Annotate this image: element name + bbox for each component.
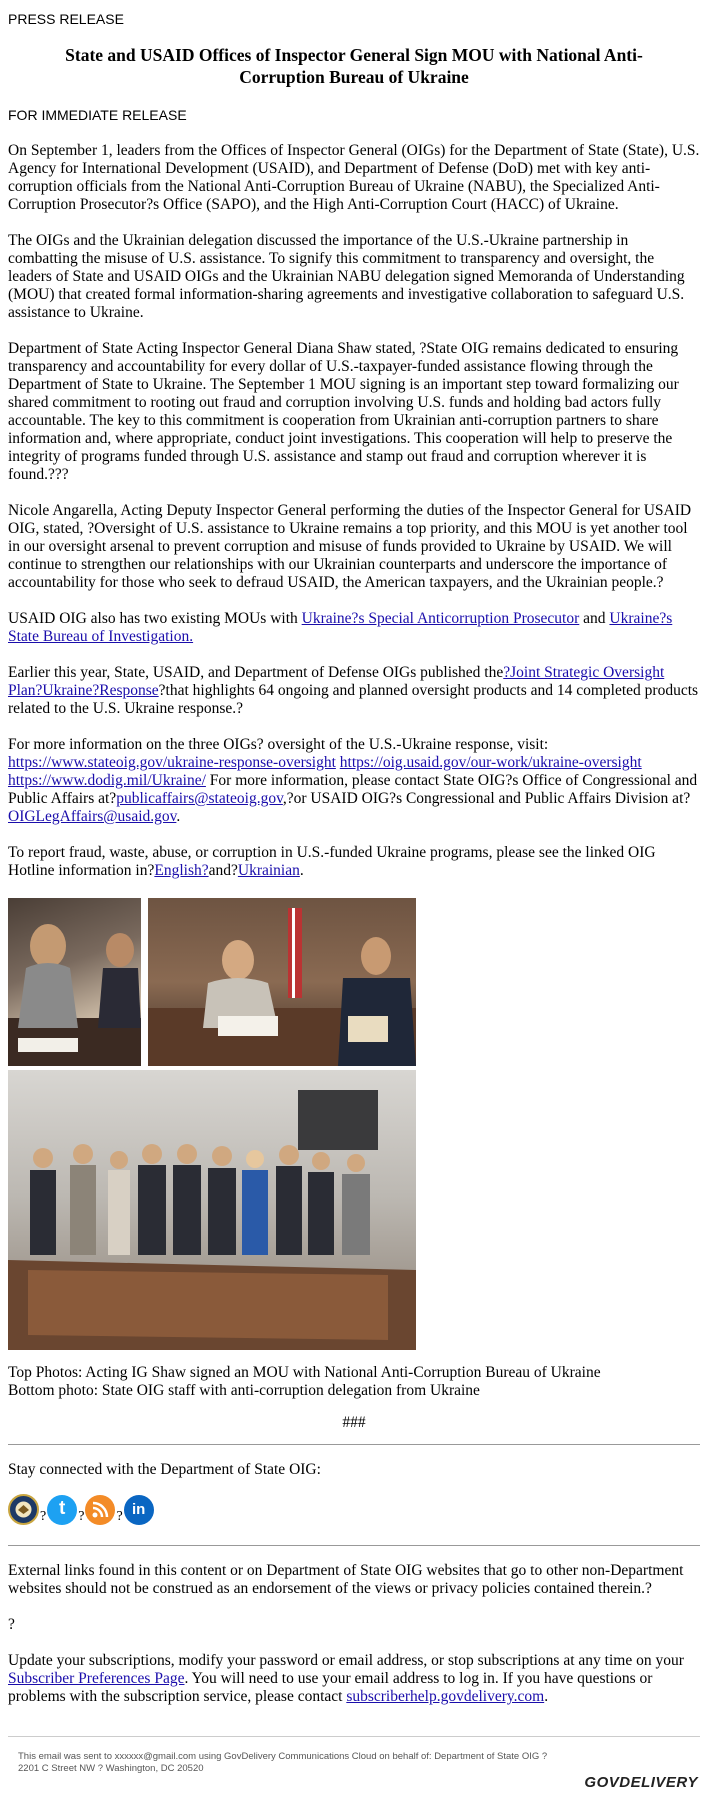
caption-bottom: Bottom photo: State OIG staff with anti-corruption delegation from Ukraine (8, 1382, 480, 1399)
photo-top-right-art (148, 898, 416, 1066)
caption-top: Top Photos: Acting IG Shaw signed an MOU with National Anti-Corruption Bureau of Ukraine (8, 1364, 601, 1381)
existing-mous-and: and (579, 610, 610, 627)
lone-mark: ? (8, 1616, 15, 1633)
publicaffairs-email-link[interactable]: publicaffairs@stateoig.gov (116, 790, 283, 807)
usaid-ukraine-link[interactable]: https://oig.usaid.gov/our-work/ukraine-oversight (339, 754, 642, 771)
end-mark: ### (342, 1414, 366, 1431)
photo-collage (8, 898, 416, 1350)
social-separator: ? (78, 1509, 85, 1524)
hotline-period: . (299, 862, 304, 879)
oversight-plan-text-after: ?that highlights 64 ongoing and planned oversight products and 14 completed products related to the U.S. Ukraine response.? (8, 682, 699, 717)
sap-link[interactable]: Ukraine?s Special Anticorruption Prosecutor (301, 610, 580, 627)
subscriber-help-link[interactable]: subscriberhelp.govdelivery.com (346, 1688, 545, 1705)
photo-top-left-art (8, 898, 141, 1066)
photo-bottom-group (8, 1070, 416, 1350)
stateoig-ukraine-link[interactable]: https://www.stateoig.gov/ukraine-response-oversight (8, 754, 336, 771)
headline: State and USAID Offices of Inspector General Sign MOU with National Anti-Corruption Bureau of Ukraine (65, 45, 643, 87)
footer (8, 1751, 700, 1791)
state-seal-art (10, 1496, 37, 1523)
subscription-text-mid: . You will need to use your email address to log in. If you have questions or problems with the subscription service, please contact (8, 1670, 653, 1705)
more-info-usaid-text: ,?or USAID OIG?s Congressional and Public Affairs Division at? (282, 790, 691, 807)
social-separator: ? (116, 1509, 123, 1524)
subscription-paragraph (8, 1652, 700, 1706)
hotline-and: and? (208, 862, 238, 879)
twitter-icon[interactable] (47, 1495, 77, 1525)
social-links (8, 1491, 700, 1525)
release-note: FOR IMMEDIATE RELEASE (8, 107, 187, 123)
hotline-text: To report fraud, waste, abuse, or corruption in U.S.-funded Ukraine programs, please see the linked OIG Hotline information in? (8, 844, 656, 879)
twitter-glyph: t (59, 1498, 66, 1519)
dodig-ukraine-link[interactable]: https://www.dodig.mil/Ukraine/ (8, 772, 206, 789)
linkedin-icon[interactable] (124, 1495, 154, 1525)
paragraph-more-info (8, 736, 700, 826)
oversight-plan-text: Earlier this year, State, USAID, and Department of Defense OIGs published the (8, 664, 504, 681)
sbi-link[interactable]: Ukraine?s State Bureau of Investigation. (8, 610, 673, 645)
social-heading: Stay connected with the Department of State OIG: (8, 1461, 321, 1478)
existing-mous-text: USAID OIG also has two existing MOUs with (8, 610, 302, 627)
govdelivery-logo[interactable]: GOVDELIVERY (584, 1774, 698, 1791)
paragraph-angarella-quote: Nicole Angarella, Acting Deputy Inspector General performing the duties of the Inspector General for USAID OIG, stated, ?Oversight of U.S. assistance to Ukraine remains a top priority, and this MOU is yet another tool in our oversight arsenal to prevent corruption and misuse of funds provided to Ukraine by USAID. We will continue to strengthen our relationships with our Ukrainian counterparts and underscore the importance of accountability for those who seek to defraud USAID, the American taxpayers, and the Ukrainian people.? (8, 502, 692, 591)
paragraph-partnership: The OIGs and the Ukrainian delegation discussed the importance of the U.S.-Ukraine partnership in combatting the misuse of U.S. assistance. To signify this commitment to transparency and oversight, the leaders of State and USAID OIGs and the Ukrainian NABU delegation signed Memoranda of Understanding (MOU) that created formal information-sharing agreements and investigative collaboration to safeguard U.S. assistance to Ukraine. (8, 232, 685, 321)
more-info-text: For more information on the three OIGs? oversight of the U.S.-Ukraine response, visit: (8, 736, 549, 753)
state-seal-icon[interactable] (8, 1494, 39, 1525)
photo-bottom-group-art (8, 1070, 416, 1350)
footer-sent-to: This email was sent to xxxxxx@gmail.com using GovDelivery Communications Cloud on behalf of: Department of State OIG ? (18, 1751, 548, 1762)
hotline-english-link[interactable]: English? (154, 862, 209, 879)
oiglegaffairs-email-link[interactable]: OIGLegAffairs@usaid.gov (8, 808, 177, 825)
paragraph-existing-mous (8, 610, 700, 646)
rss-art (85, 1495, 115, 1525)
oversight-plan-link[interactable]: ?Joint Strategic Oversight Plan?Ukraine?Response (8, 664, 665, 699)
photo-top-right (148, 898, 416, 1066)
hotline-ukrainian-link[interactable]: Ukrainian (237, 862, 300, 879)
footer-address: 2201 C Street NW ? Washington, DC 20520 (18, 1763, 204, 1774)
social-separator: ? (40, 1509, 47, 1524)
paragraph-intro: On September 1, leaders from the Offices of Inspector General (OIGs) for the Department of State (State), U.S. Agency for International Development (USAID), and Department of Defense (DoD) met with key anti-corruption officials from the National Anti-Corruption Bureau of Ukraine (NABU), the Specialized Anti-Corruption Prosecutor?s Office (SAPO), and the High Anti-Corruption Court (HACC) of Ukraine. (8, 142, 700, 213)
more-info-contact-text: For more information, please contact State OIG?s Office of Congressional and Public Affairs at? (8, 772, 698, 807)
linkedin-glyph: in (131, 1501, 146, 1518)
external-links-disclaimer: External links found in this content or on Department of State OIG websites that go to other non-Department websites should not be construed as an endorsement of the views or privacy policies contained therein.? (8, 1562, 684, 1597)
subscription-text: Update your subscriptions, modify your password or email address, or stop subscriptions at any time on your (8, 1652, 684, 1669)
paragraph-hotline (8, 844, 700, 880)
paragraph-shaw-quote: Department of State Acting Inspector General Diana Shaw stated, ?State OIG remains dedicated to ensuring transparency and accountability for every dollar of U.S.-taxpayer-funded assistance flowing through the Department of State to Ukraine. The September 1 MOU signing is an important step toward formalizing our shared commitment to rooting out fraud and corruption involving U.S. funds and holding bad actors fully accountable. The key to this commitment is cooperation from Ukrainian anti-corruption partners to share information and, where appropriate, conduct joint investigations. This cooperation will help to preserve the integrity of programs funded through U.S. assistance and stamp out fraud and corruption wherever it is found.??? (8, 340, 679, 483)
subscription-period: . (544, 1688, 549, 1705)
more-info-period: . (176, 808, 181, 825)
photo-top-left (8, 898, 141, 1066)
press-release-kicker: PRESS RELEASE (8, 11, 124, 27)
rss-icon[interactable] (85, 1495, 115, 1525)
subscriber-preferences-link[interactable]: Subscriber Preferences Page (8, 1670, 185, 1687)
email-body (8, 8, 700, 1791)
paragraph-oversight-plan (8, 664, 700, 718)
